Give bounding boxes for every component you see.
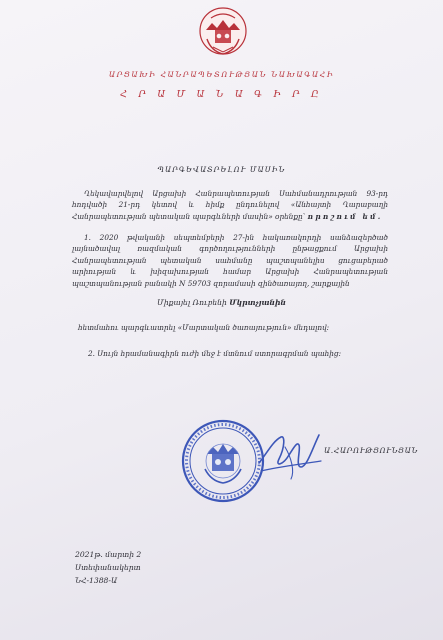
coat-of-arms-emblem bbox=[197, 6, 249, 60]
official-seal-stamp bbox=[181, 419, 265, 503]
handwritten-signature bbox=[255, 427, 327, 483]
preamble-paragraph bbox=[72, 188, 388, 222]
awardee-family-name: Մկրտչյանին bbox=[229, 298, 286, 307]
decision-word: որոշում եմ. bbox=[307, 211, 383, 221]
preamble-text: Ղեկավարվելով Արցախի Հանրապետության Սահմանադրության 93-րդ հոդվածի 21-րդ կետով և հիմք ընդունելով «Անհայտի Ղարաբաղի Հանրապետության պետական պարգևների մասին» օրենքը՝ bbox=[72, 189, 388, 221]
point-2-paragraph: 2. Սույն հրամանագիրն ուժի մեջ է մտնում ստորագրման պահից: bbox=[88, 349, 342, 358]
decree-number: ՆՀ-1388-Ա bbox=[75, 576, 118, 586]
award-line: հետմահու պարգևատրել «Մարտական ծառայություն» մեդալով: bbox=[78, 323, 330, 332]
issuing-office: ԱՐՑԱԽԻ ՀԱՆՐԱՊԵՏՈՒԹՅԱՆ ՆԱԽԱԳԱՀԻ bbox=[108, 70, 335, 79]
decree-footer bbox=[75, 548, 141, 588]
point-1-text: 1. 2020 թվականի սեպտեմբերի 27-ին հակառակորդի սանձազերծած լայնածավալ ռազմական գործողությունների ընթացքում Արցախի Հանրապետության պետական սահմանը պաշտպանելիս ցուցաբերած արիության և խիզախության համար Արցախի Հանրապետության պաշտպանության բանակի N 59703 զորամասի զինծառայող, շարքային bbox=[72, 233, 388, 288]
awardee-name bbox=[0, 298, 443, 307]
document-type-title: Հ Ր Ա Մ Ա Ն Ա Գ Ի Ր Ը bbox=[120, 89, 323, 100]
awardee-given-name: Միքայել Ռուբենի bbox=[157, 298, 227, 307]
signatory-name: Ա.ՀԱՐՈՒԹՅՈՒՆՅԱՆ bbox=[324, 446, 418, 455]
point-1-paragraph bbox=[72, 232, 388, 289]
decree-subject: ՊԱՐԳԵՎԱՏՐԵԼՈՒ ՄԱՍԻՆ bbox=[157, 165, 286, 174]
decree-city: Ստեփանակերտ bbox=[75, 563, 141, 573]
decree-date: 2021թ. մարտի 2 bbox=[75, 550, 142, 559]
